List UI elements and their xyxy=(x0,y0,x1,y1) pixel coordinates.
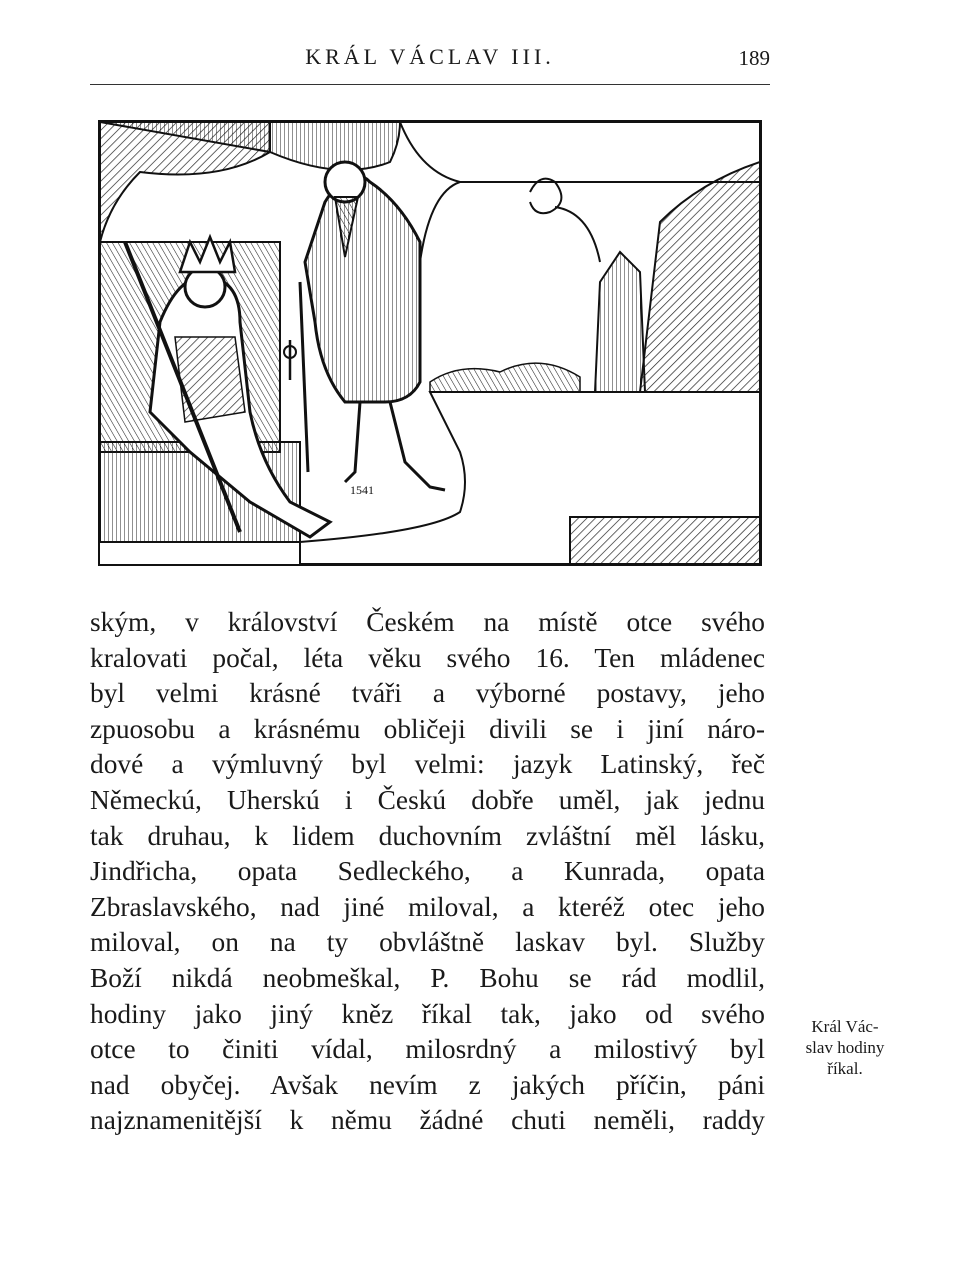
running-title: KRÁL VÁCLAV III. xyxy=(305,44,555,69)
running-header xyxy=(90,40,770,84)
body-text xyxy=(90,605,765,1139)
text-line: tak druhau, k lidem duchovním zvláštní měl lásku, xyxy=(90,820,765,851)
text-line: hodiny jako jiný kněz říkal tak, jako od svého xyxy=(90,998,765,1029)
woodcut-drawing xyxy=(100,122,760,564)
text-line: zpuosobu a krásnému obličeji divili se i jiní náro- xyxy=(90,713,765,744)
text-line: Jindřicha, opata Sedleckého, a Kunrada, opata xyxy=(90,856,765,887)
header-rule xyxy=(90,84,770,85)
page-number: 189 xyxy=(738,46,770,70)
text-line: dové a výmluvný byl velmi: jazyk Latinský, řeč xyxy=(90,749,765,780)
text-line: ským, v království Českém na místě otce svého xyxy=(90,607,765,637)
text-line: Boží nikdá neobmeškal, P. Bohu se rád modlil, xyxy=(90,962,765,993)
margin-note-line: Král Vác- xyxy=(811,1017,879,1036)
margin-note-line: slav hodiny xyxy=(805,1038,885,1057)
text-line: otce to činiti vídal, milosrdný a milostivý byl xyxy=(90,1034,765,1065)
woodcut-inscription: 1541 xyxy=(350,483,374,497)
text-line: najznamenitější k němu žádné chuti neměli, raddy xyxy=(90,1105,765,1136)
text-line: Německú, Uherskú i Českú dobře uměl, jak jednu xyxy=(90,784,765,815)
text-line: byl velmi krásné tváři a výborné postavy, jeho xyxy=(90,678,765,709)
margin-note-line: říkal. xyxy=(827,1059,863,1078)
text-line: nad obyčej. Avšak nevím z jakých příčin, páni xyxy=(90,1069,765,1100)
text-line: kralovati počal, léta věku svého 16. Ten mládenec xyxy=(90,642,765,673)
margin-note xyxy=(775,1016,915,1079)
woodcut-illustration xyxy=(98,120,762,566)
text-line: Zbraslavského, nad jiné miloval, a kteréž otec jeho xyxy=(90,891,765,922)
text-line: miloval, on na ty obvláštně laskav byl. Služby xyxy=(90,927,765,958)
